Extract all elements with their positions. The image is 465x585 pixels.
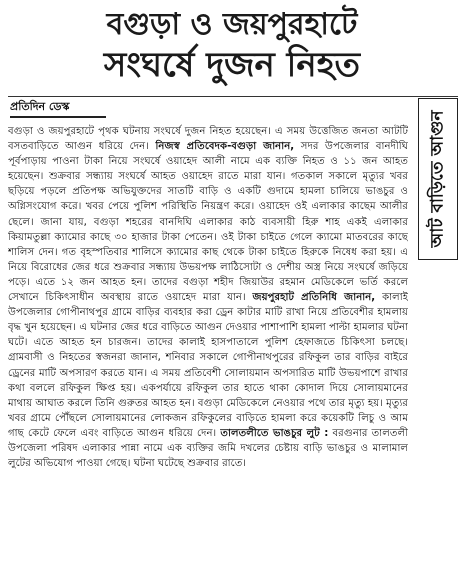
headline-line-2: সংঘর্ষে দুজন নিহত	[103, 45, 361, 85]
headline	[8, 6, 456, 86]
article-paragraph	[8, 124, 408, 471]
side-label: আট বাড়িতে আগুন	[427, 110, 447, 248]
taltali-text: বরগুনার তালতলী উপজেলা পরিষদ এলাকার পান্না নামে এক ব্যক্তির জমি দখলের চেষ্টায় বাড়ি ভাঙচুর ও মালামাল লুটের অভিযোগ পাওয়া গেছে। ঘটনা ঘটেছে শুক্রবার রাতে।	[8, 427, 408, 470]
headline-line-1: বগুড়া ও জয়পুরহাটে	[106, 7, 358, 42]
side-label-box	[418, 98, 458, 260]
intro-text: বগুড়া ও জয়পুরহাটে পৃথক ঘটনায় সংঘর্ষে দুজন নিহত হয়েছেন। এ সময় উত্তেজিত জনতা আটটি বসতবাড়িতে আগুন ধরিয়ে দেন।	[8, 126, 408, 153]
bogura-dateline: নিজস্ব প্রতিবেদক-বগুড়া জানান,	[155, 141, 295, 153]
bogura-text: সদর উপজেলার বানদীঘি পূর্বপাড়ায় পাওনা টাকা নিয়ে সংঘর্ষে ওয়াহেদ আলী নামে এক ব্যক্তি নিহত ও ১১ জন আহত হয়েছেন। শুক্রবার সন্ধ্যায় সংঘর্ষে আহত ওয়াহেদ রাতে মারা যান। গতকাল সকালে মৃত্যুর খবর ছড়িয়ে পড়লে প্রতিপক্ষ অভিযুক্তদের সাতটি বাড়ি ও একটি গুদামে হামলা চালিয়ে ভাঙচুর ও অগ্নিসংযোগ করে। খবর পেয়ে পুলিশ পরিস্থিতি নিয়ন্ত্রণ করে। ওয়াহেদ ওই এলাকার কাছেম আলীর ছেলে। জানা যায়, বগুড়া শহরের বানদিঘি এলাকার কাঠ ব্যবসায়ী হিরু শাহ একই এলাকার কিয়ামতুল্লা ক্যামোর কাছে ৩০ হাজার টাকা পেতেন। ওই টাকা চাইতে গেলে ক্যামো মাতবরের কাছে শালিস দেন। গত বৃহস্পতিবার শালিসে ক্যামোর কাছ থেকে টাকা চাইতে হিরুকে নিষেধ করা হয়। এ নিয়ে বিরোধের জের ধরে শুক্রবার সন্ধ্যায় উভয়পক্ষ লাঠিসোটা ও দেশীয় অস্ত্র নিয়ে সংঘর্ষে জড়িয়ে পড়ে। এতে ১২ জন আহত হন। তাদের বগুড়া শহীদ জিয়াউর রহমান মেডিকেলে ভর্তি করলে সেখানে চিকিৎসাধীন অবস্থায় রাতে ওয়াহেদ মারা যান।	[8, 141, 408, 304]
byline: প্রতিদিন ডেস্ক	[10, 100, 70, 113]
joypurhat-dateline: জয়পুরহাট প্রতিনিধি জানান,	[252, 292, 376, 304]
byline-underline	[10, 116, 106, 118]
article-body	[8, 124, 408, 579]
joypurhat-text: কালাই উপজেলার গোপীনাথপুর গ্রামে বাড়ির ব্যবহার করা ড্রেন কাটার মাটি রাখা নিয়ে প্রতিবেশীর হামলায় বৃদ্ধ খুন হয়েছেন। এ ঘটনার জের ধরে বাড়িতে আগুন দেওয়ার পাশাপাশি হামলা পাল্টা হামলার ঘটনা ঘটে। এতে আহত হন চারজন। তাদের কালাই হাসপাতালে পুলিশ হেফাজতে চিকিৎসা চলছে। গ্রামবাসী ও নিহতের স্বজনরা জানান, শনিবার সকালে গোপীনাথপুরের রফিকুল তার বাড়ির বাইরে ড্রেনের মাটি অপসারণ করতে যান। এ সময় প্রতিবেশী সোলায়মান অপসারিত মাটি উভয়পাশে রাখার কথা বললে রফিকুল ক্ষিপ্ত হয়। একপর্যায়ে রফিকুল তার হাতে থাকা কোদাল দিয়ে সোলায়মানের মাথায় আঘাত করলে তিনি গুরুতর আহত হন। বগুড়া মেডিকেলে নেওয়ার পথে তার মৃত্যু হয়। মৃত্যুর খবর গ্রামে পৌঁছলে সোলায়মানের লোকজন রফিকুলের বাড়িতে হামলা করে কয়েকটি লিচু ও আম গাছ কেটে ফেলে এবং বাড়িতে আগুন ধরিয়ে দেন।	[8, 292, 408, 439]
top-divider	[8, 96, 458, 97]
taltali-dateline: তালতলীতে ভাঙচুর লুট :	[220, 427, 329, 439]
